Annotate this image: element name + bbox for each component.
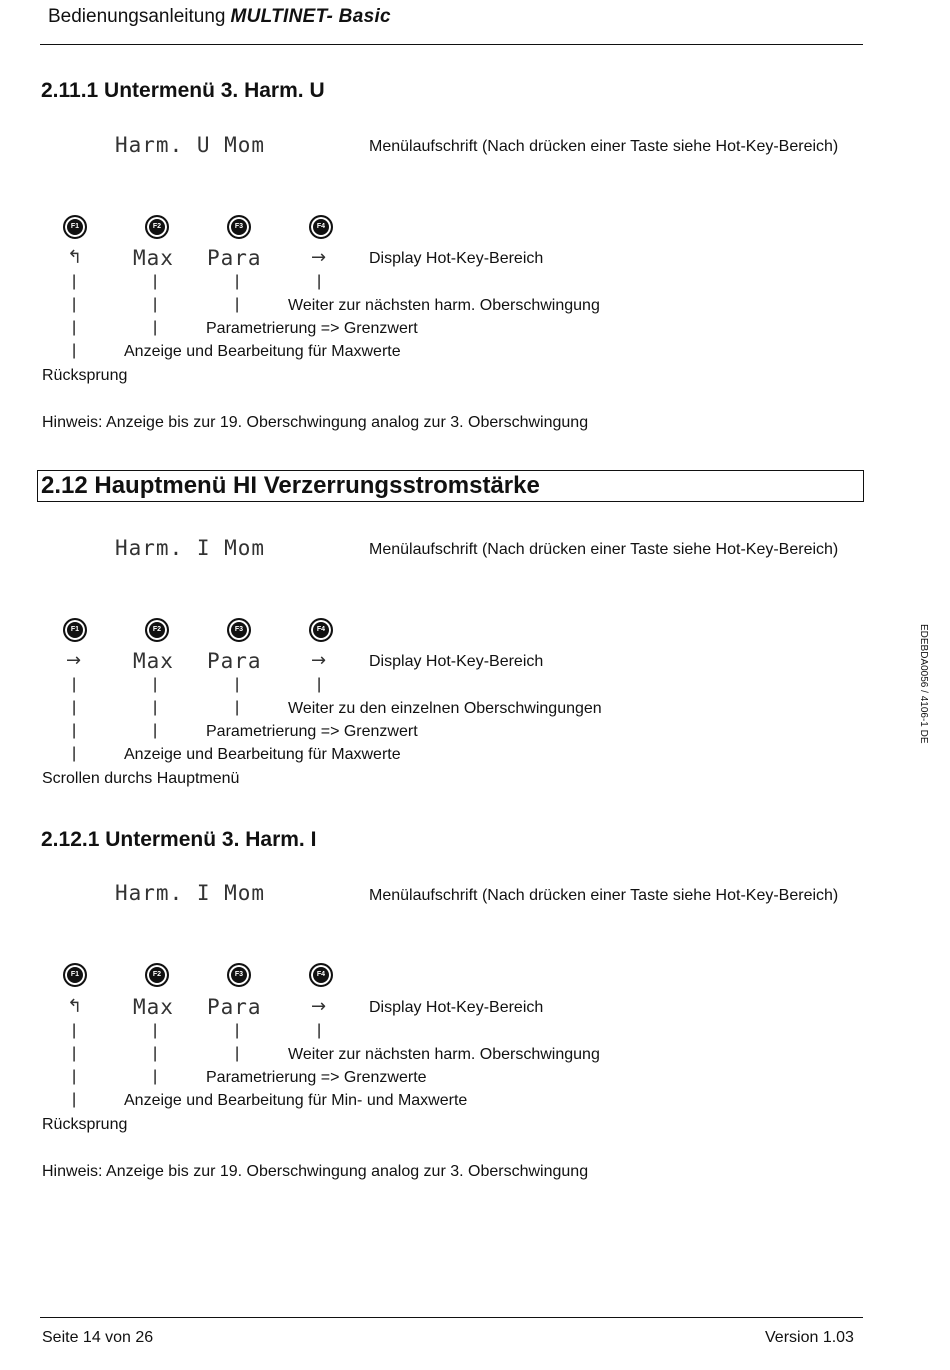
connector-line: |: [317, 273, 322, 290]
hotkey-para: Para: [207, 649, 262, 673]
connector-line: |: [72, 1022, 77, 1039]
connector-line: |: [72, 1091, 77, 1108]
document-code-vertical: EDEBDA0056 / 4106-1 DE: [918, 624, 929, 744]
header-brand: MULTINET- Basic: [230, 6, 391, 27]
f3-description: Parametrierung => Grenzwert: [206, 723, 418, 740]
connector-line: |: [317, 676, 322, 693]
f1-description: Rücksprung: [42, 367, 128, 384]
connector-line: |: [235, 1045, 240, 1062]
f2-description: Anzeige und Bearbeitung für Min- und Maxwerte: [124, 1092, 468, 1109]
f3-key-icon[interactable]: F3: [227, 618, 251, 642]
f3-key-icon[interactable]: F3: [227, 963, 251, 987]
connector-line: |: [72, 722, 77, 739]
connector-line: |: [153, 699, 158, 716]
hotkey-para: Para: [207, 246, 262, 270]
note-text: Hinweis: Anzeige bis zur 19. Oberschwingung analog zur 3. Oberschwingung: [42, 1163, 589, 1180]
f4-description: Weiter zur nächsten harm. Oberschwingung: [288, 297, 600, 314]
f1-description: Scrollen durchs Hauptmenü: [42, 770, 240, 787]
f4-key-icon[interactable]: F4: [309, 215, 333, 239]
section-heading: 2.12.1 Untermenü 3. Harm. I: [41, 828, 317, 851]
connector-line: |: [153, 1068, 158, 1085]
note-text: Hinweis: Anzeige bis zur 19. Oberschwingung analog zur 3. Oberschwingung: [42, 414, 589, 431]
display-description: Menülaufschrift (Nach drücken einer Taste siehe Hot-Key-Bereich): [369, 541, 839, 558]
f3-description: Parametrierung => Grenzwerte: [206, 1069, 427, 1086]
connector-line: |: [153, 319, 158, 336]
lcd-display-title: Harm. I Mom: [115, 881, 266, 905]
connector-line: |: [153, 1045, 158, 1062]
header-rule: [40, 44, 863, 45]
return-arrow-icon: ↰: [67, 996, 83, 1017]
connector-line: |: [72, 699, 77, 716]
section-heading: 2.11.1 Untermenü 3. Harm. U: [41, 79, 325, 102]
connector-line: |: [72, 319, 77, 336]
hotkey-max: Max: [133, 246, 174, 270]
hotkey-max: Max: [133, 995, 174, 1019]
f4-key-icon[interactable]: F4: [309, 618, 333, 642]
connector-line: |: [72, 273, 77, 290]
connector-line: |: [153, 676, 158, 693]
display-description: Menülaufschrift (Nach drücken einer Taste siehe Hot-Key-Bereich): [369, 887, 839, 904]
connector-line: |: [153, 722, 158, 739]
f1-description: Rücksprung: [42, 1116, 128, 1133]
page-number: Seite 14 von 26: [42, 1329, 154, 1346]
f2-description: Anzeige und Bearbeitung für Maxwerte: [124, 343, 401, 360]
hotkey-area-label: Display Hot-Key-Bereich: [369, 250, 544, 267]
document-header: [48, 6, 391, 28]
next-arrow-icon: →: [311, 996, 327, 1017]
f4-description: Weiter zu den einzelnen Oberschwingungen: [288, 700, 602, 717]
footer-rule: [40, 1317, 863, 1318]
connector-line: |: [317, 1022, 322, 1039]
f4-key-icon[interactable]: F4: [309, 963, 333, 987]
f1-key-icon[interactable]: F1: [63, 963, 87, 987]
connector-line: |: [235, 699, 240, 716]
connector-line: |: [153, 273, 158, 290]
connector-line: |: [235, 296, 240, 313]
hotkey-max: Max: [133, 649, 174, 673]
f4-description: Weiter zur nächsten harm. Oberschwingung: [288, 1046, 600, 1063]
f2-key-icon[interactable]: F2: [145, 618, 169, 642]
section-heading: 2.12 Hauptmenü HI Verzerrungsstromstärke: [41, 472, 540, 499]
hotkey-area-label: Display Hot-Key-Bereich: [369, 653, 544, 670]
header-title: Bedienungsanleitung: [48, 6, 226, 27]
return-arrow-icon: ↰: [67, 247, 83, 268]
connector-line: |: [72, 676, 77, 693]
connector-line: |: [72, 1068, 77, 1085]
hotkey-area-label: Display Hot-Key-Bereich: [369, 999, 544, 1016]
lcd-display-title: Harm. U Mom: [115, 133, 266, 157]
next-arrow-icon: →: [311, 247, 327, 268]
f3-key-icon[interactable]: F3: [227, 215, 251, 239]
display-description: Menülaufschrift (Nach drücken einer Taste siehe Hot-Key-Bereich): [369, 138, 839, 155]
connector-line: |: [72, 745, 77, 762]
f2-description: Anzeige und Bearbeitung für Maxwerte: [124, 746, 401, 763]
connector-line: |: [72, 342, 77, 359]
hotkey-para: Para: [207, 995, 262, 1019]
f2-key-icon[interactable]: F2: [145, 215, 169, 239]
scroll-arrow-icon: →: [66, 650, 82, 671]
f1-key-icon[interactable]: F1: [63, 215, 87, 239]
connector-line: |: [235, 676, 240, 693]
f3-description: Parametrierung => Grenzwert: [206, 320, 418, 337]
connector-line: |: [235, 273, 240, 290]
connector-line: |: [153, 296, 158, 313]
version-label: Version 1.03: [765, 1329, 854, 1346]
connector-line: |: [72, 1045, 77, 1062]
f1-key-icon[interactable]: F1: [63, 618, 87, 642]
connector-line: |: [153, 1022, 158, 1039]
connector-line: |: [235, 1022, 240, 1039]
lcd-display-title: Harm. I Mom: [115, 536, 266, 560]
f2-key-icon[interactable]: F2: [145, 963, 169, 987]
connector-line: |: [72, 296, 77, 313]
next-arrow-icon: →: [311, 650, 327, 671]
